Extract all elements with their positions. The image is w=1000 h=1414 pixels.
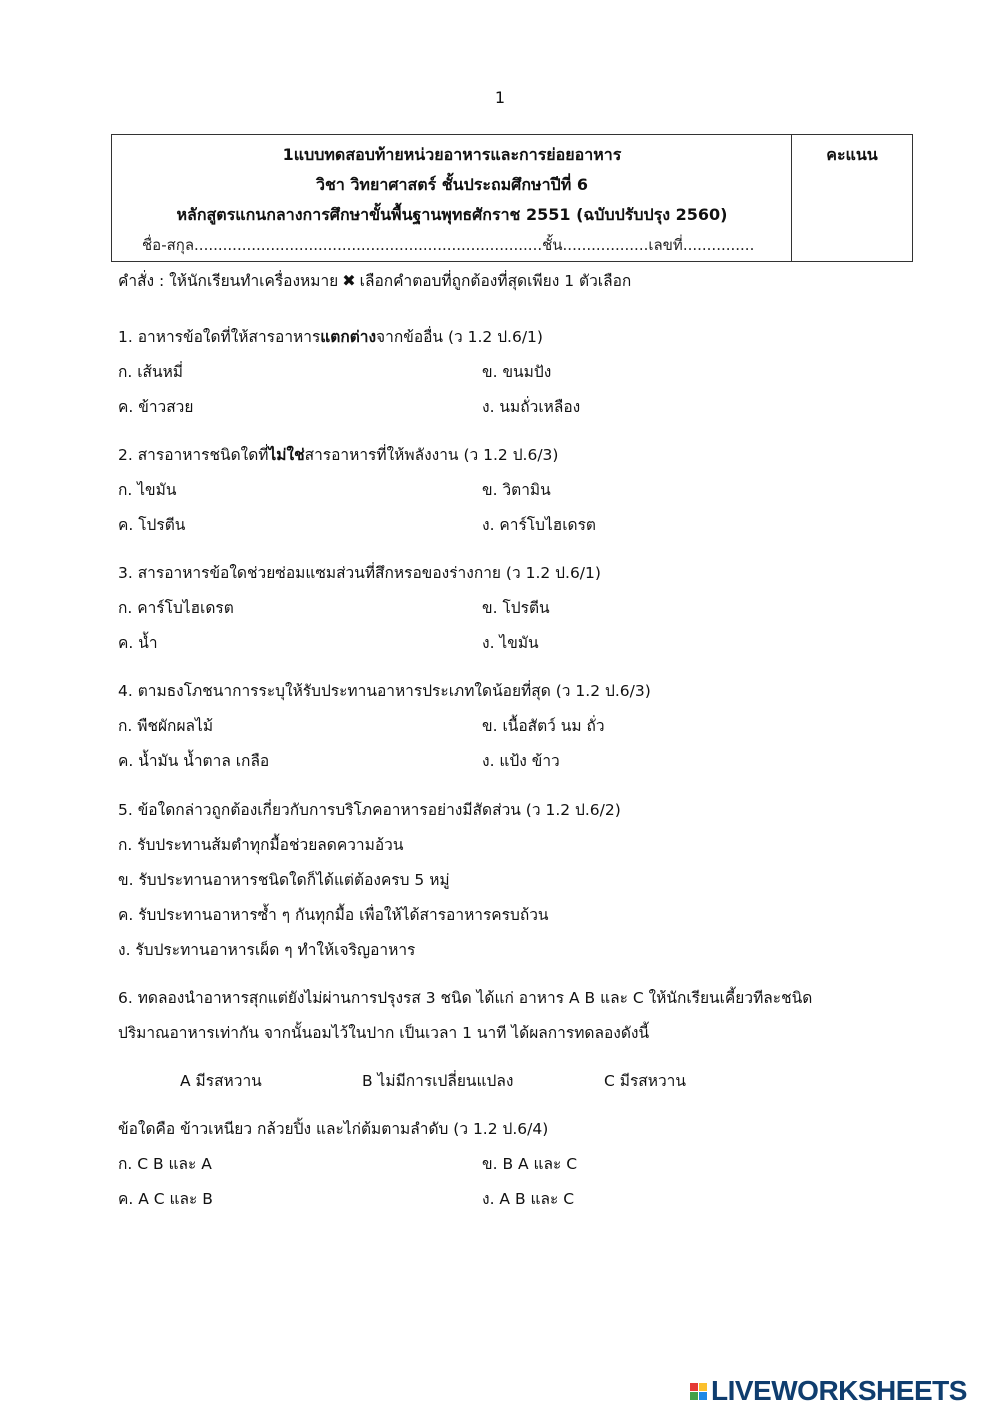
question-text-end: สารอาหารที่ให้พลังงาน (ว 1.2 ป.6/3) — [304, 446, 559, 464]
q5-option-a[interactable]: ก. รับประทานส้มตำทุกมื้อช่วยลดความอ้วน — [118, 836, 404, 854]
question-text-end: จากข้ออื่น (ว 1.2 ป.6/1) — [376, 328, 543, 346]
q1-option-a[interactable]: ก. เส้นหมี่ — [118, 363, 184, 381]
question-2 — [118, 442, 558, 467]
q1-option-c[interactable]: ค. ข้าวสวย — [118, 398, 194, 416]
q3-option-b[interactable]: ข. โปรตีน — [482, 599, 550, 617]
logo-square — [690, 1392, 698, 1400]
q3-option-d[interactable]: ง. ไขมัน — [482, 634, 539, 652]
instruction-text-end: เลือกคำตอบที่ถูกต้องที่สุดเพียง 1 ตัวเลือก — [359, 272, 632, 290]
logo-square — [699, 1383, 707, 1391]
q1-option-d[interactable]: ง. นมถั่วเหลือง — [482, 398, 581, 416]
q5-option-b[interactable]: ข. รับประทานอาหารชนิดใดก็ได้แต่ต้องครบ 5 หมู่ — [118, 871, 450, 889]
question-text: 1. อาหารข้อใดที่ให้สารอาหาร — [118, 328, 321, 346]
header-title: 1แบบทดสอบท้ายหน่วยอาหารและการย่อยอาหาร — [282, 145, 622, 164]
logo-square — [690, 1383, 698, 1391]
q2-option-d[interactable]: ง. คาร์โบไฮเดรต — [482, 516, 596, 534]
q5-option-d[interactable]: ง. รับประทานอาหารเผ็ด ๆ ทำให้เจริญอาหาร — [118, 941, 416, 959]
q6-option-d[interactable]: ง. A B และ C — [482, 1190, 575, 1208]
q4-option-b[interactable]: ข. เนื้อสัตว์ นม ถั่ว — [482, 717, 605, 735]
q3-option-a[interactable]: ก. คาร์โบไฮเดรต — [118, 599, 234, 617]
question-3: 3. สารอาหารข้อใดช่วยซ่อมแซมส่วนที่สึกหรอของร่างกาย (ว 1.2 ป.6/1) — [118, 564, 601, 582]
instruction — [118, 268, 631, 293]
observation-a: A มีรสหวาน — [180, 1072, 262, 1090]
student-info-line: ชื่อ-สกุล.........................................................................ชั้น..................เลขที่............... — [142, 236, 755, 254]
q4-option-c[interactable]: ค. น้ำมัน น้ำตาล เกลือ — [118, 752, 270, 770]
logo-square — [699, 1392, 707, 1400]
question-5: 5. ข้อใดกล่าวถูกต้องเกี่ยวกับการบริโภคอาหารอย่างมีสัดส่วน (ว 1.2 ป.6/2) — [118, 801, 621, 819]
question-1 — [118, 324, 543, 349]
q4-option-d[interactable]: ง. แป้ง ข้าว — [482, 752, 560, 770]
cross-icon: ✖ — [342, 271, 356, 290]
instruction-text: คำสั่ง : ให้นักเรียนทำเครื่องหมาย — [118, 272, 339, 290]
question-emphasis: ไม่ใช่ — [268, 446, 305, 464]
q5-option-c[interactable]: ค. รับประทานอาหารซ้ำ ๆ กันทุกมื้อ เพื่อให้ได้สารอาหารครบถ้วน — [118, 906, 549, 924]
q2-option-a[interactable]: ก. ไขมัน — [118, 481, 177, 499]
header-curriculum: หลักสูตรแกนกลางการศึกษาขั้นพื้นฐานพุทธศักราช 2551 (ฉบับปรับปรุง 2560) — [176, 205, 728, 224]
q6-option-c[interactable]: ค. A C และ B — [118, 1190, 213, 1208]
q2-option-c[interactable]: ค. โปรตีน — [118, 516, 186, 534]
q6-option-a[interactable]: ก. C B และ A — [118, 1155, 212, 1173]
score-cell: คะแนน — [826, 145, 878, 164]
header-title-cell — [112, 135, 792, 261]
worksheet-header — [111, 134, 913, 262]
q1-option-b[interactable]: ข. ขนมปัง — [482, 363, 552, 381]
question-4: 4. ตามธงโภชนาการระบุให้รับประทานอาหารประเภทใดน้อยที่สุด (ว 1.2 ป.6/3) — [118, 682, 651, 700]
q6-option-b[interactable]: ข. B A และ C — [482, 1155, 578, 1173]
observation-b: B ไม่มีการเปลี่ยนแปลง — [362, 1072, 514, 1090]
question-6-prompt: ข้อใดคือ ข้าวเหนียว กล้วยปิ้ง และไก่ต้มตามลำดับ (ว 1.2 ป.6/4) — [118, 1120, 549, 1138]
q4-option-a[interactable]: ก. พืชผักผลไม้ — [118, 717, 214, 735]
logo-text: LIVEWORKSHEETS — [711, 1375, 967, 1406]
q3-option-c[interactable]: ค. น้ำ — [118, 634, 158, 652]
question-text: 2. สารอาหารชนิดใดที่ — [118, 446, 269, 464]
logo-mark-icon — [690, 1383, 707, 1400]
header-subject: วิชา วิทยาศาสตร์ ชั้นประถมศึกษาปีที่ 6 — [316, 175, 588, 194]
question-6-line-2: ปริมาณอาหารเท่ากัน จากนั้นอมไว้ในปาก เป็นเวลา 1 นาที ได้ผลการทดลองดังนี้ — [118, 1024, 650, 1042]
observation-c: C มีรสหวาน — [604, 1072, 686, 1090]
page-number: 1 — [494, 88, 506, 107]
question-emphasis: แตกต่าง — [320, 328, 377, 346]
liveworksheets-logo — [690, 1374, 967, 1408]
q2-option-b[interactable]: ข. วิตามิน — [482, 481, 551, 499]
question-6-line-1: 6. ทดลองนำอาหารสุกแต่ยังไม่ผ่านการปรุงรส 3 ชนิด ได้แก่ อาหาร A B และ C ให้นักเรียนเคี้ยวทีละชนิด — [118, 989, 813, 1007]
